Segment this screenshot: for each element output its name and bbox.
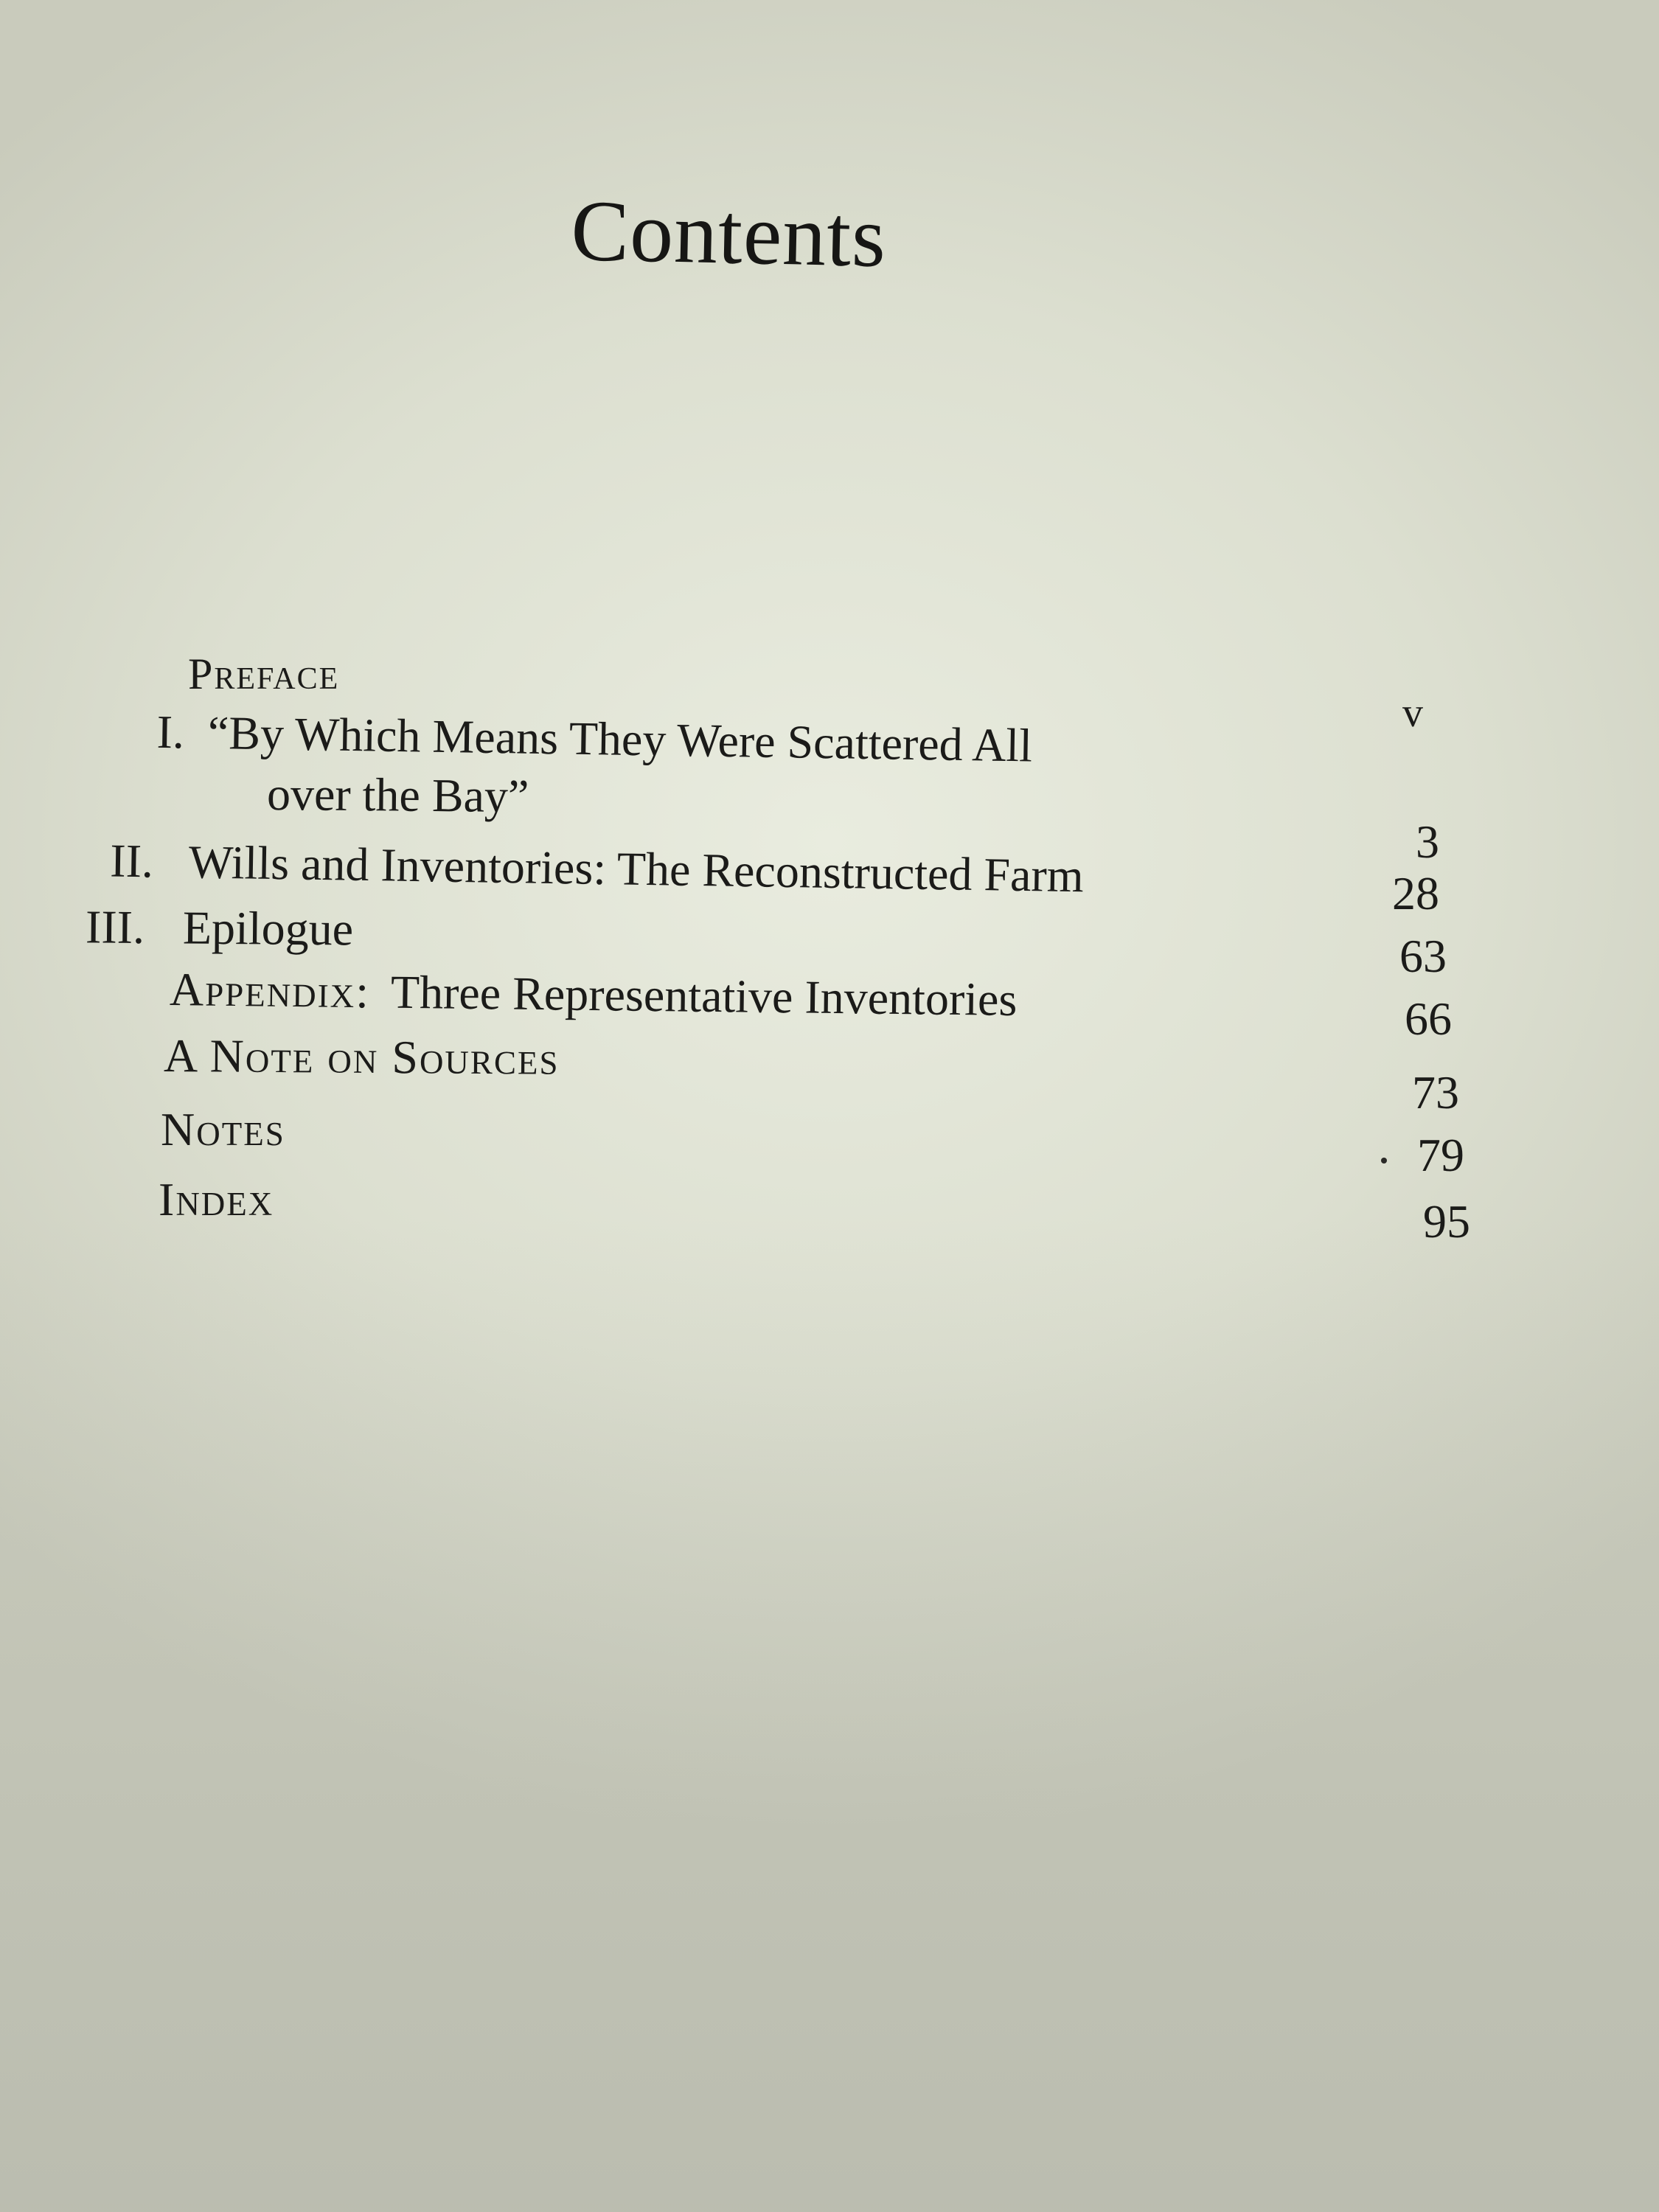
toc-entry-title: Wills and Inventories: The Reconstructed Farm (188, 835, 1085, 902)
toc-entry-preface (188, 649, 339, 700)
toc-page-number: v (1402, 690, 1423, 736)
toc-entry-title: “By Which Means They Were Scattered All (207, 706, 1033, 772)
toc-entry-title: Index (159, 1173, 274, 1225)
toc-entry-note-on-sources (164, 1029, 560, 1086)
toc-entry-chapter-3 (58, 900, 354, 956)
toc-page-number: 73 (1412, 1066, 1459, 1119)
toc-entry-notes (161, 1102, 285, 1157)
toc-entry-title: Three Representative Inventories (390, 965, 1018, 1026)
toc-entry-title: Preface (188, 650, 340, 698)
toc-chapter-number: II. (109, 834, 154, 888)
toc-page-number: 63 (1399, 930, 1447, 982)
toc-page-number: 95 (1423, 1195, 1470, 1248)
toc-page-number: 28 (1392, 867, 1439, 919)
toc-entry-appendix (170, 962, 1018, 1027)
toc-entry-title: A Note on Sources (163, 1029, 560, 1085)
toc-entry-title-continued: over the Bay” (266, 768, 529, 823)
toc-entry-title: Epilogue (182, 901, 354, 956)
toc-chapter-number: III. (85, 900, 145, 954)
toc-entry-chapter-2 (84, 833, 1084, 903)
toc-appendix-label: Appendix: (169, 963, 371, 1018)
toc-page-number: 79 (1417, 1129, 1464, 1181)
toc-chapter-number: I. (156, 705, 185, 759)
stray-dot-mark (1381, 1158, 1387, 1164)
toc-entry-index (159, 1172, 274, 1227)
toc-page-number: 66 (1405, 992, 1452, 1045)
toc-page-number: 3 (1416, 815, 1439, 868)
page-title: Contents (570, 181, 888, 285)
toc-entry-chapter-1-continued (267, 767, 529, 824)
toc-entry-chapter-1 (117, 704, 1032, 773)
toc-entry-title: Notes (161, 1103, 285, 1155)
